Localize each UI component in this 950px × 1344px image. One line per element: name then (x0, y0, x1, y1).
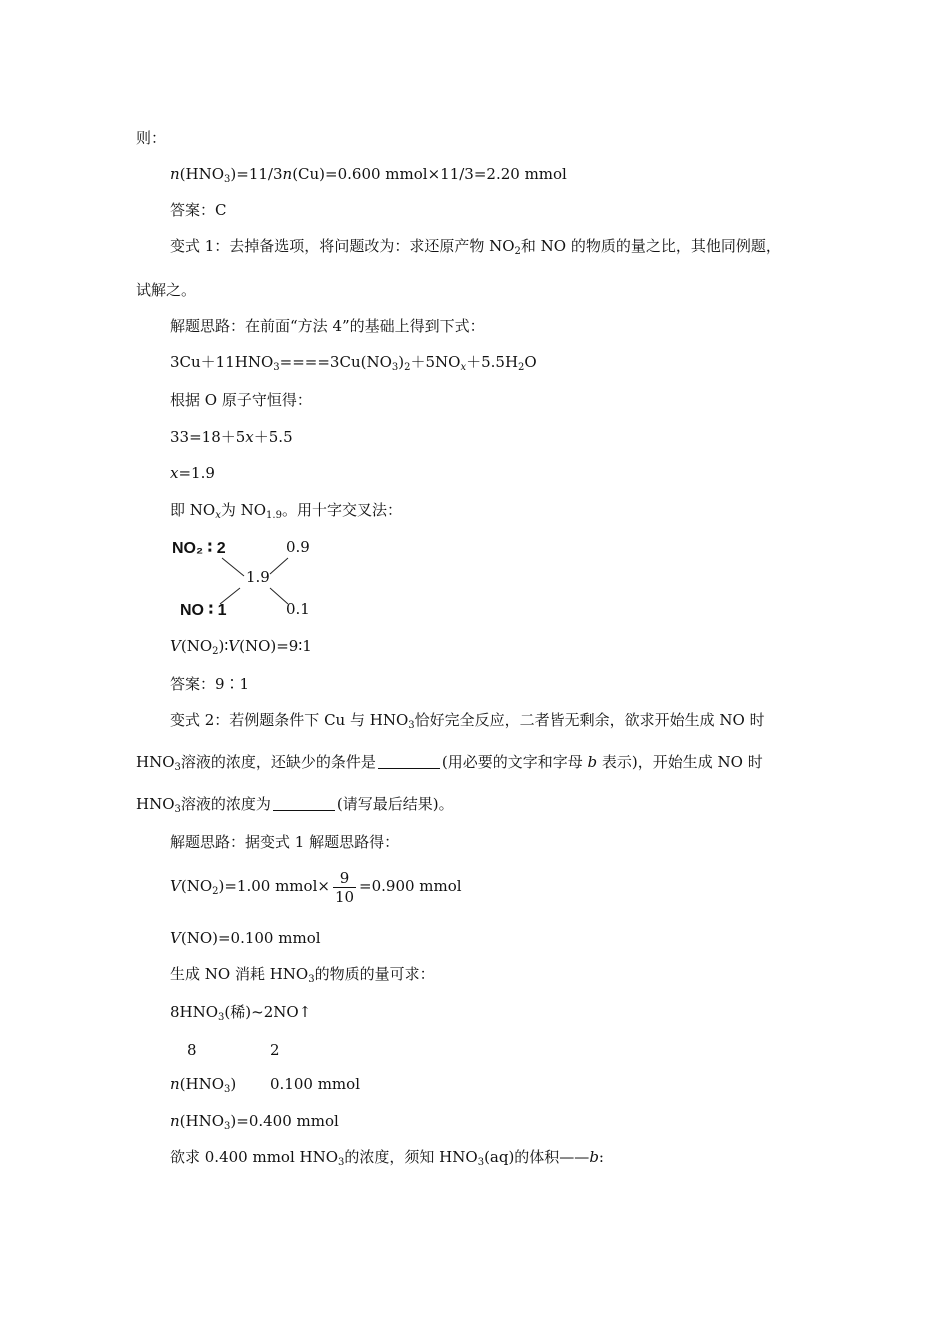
text-line: 试解之。 (136, 281, 197, 299)
fraction: $\frac{9}{10}$ (334, 868, 355, 906)
coefficient-8: 8 (187, 1041, 197, 1059)
equation-value: 0.100 mmol (270, 1075, 360, 1093)
text-line: 即 $NO_x$为 $NO_{1.9}$。用十字交叉法： (170, 501, 402, 521)
cross-method-diagram (168, 536, 348, 626)
equation-line: $V(NO_2)∶V(NO)=9∶1$ (170, 637, 312, 657)
diagram-cross-lines (168, 536, 348, 626)
equation-line: $8HNO_3$(稀)~2NO↑ (170, 1003, 312, 1023)
text-line: 生成 NO 消耗 $HNO_3$的物质的量可求： (170, 965, 435, 985)
text-line: $HNO_3$溶液的浓度为 (请写最后结果)。 (136, 795, 454, 815)
diagram-bottom-right-value: 0.1 (286, 600, 310, 618)
coefficient-2: 2 (270, 1041, 280, 1059)
text-line: 变式 2：若例题条件下 Cu 与 $HNO_3$恰好完全反应，二者皆无剩余，欲求开始生成 NO 时 (170, 711, 765, 731)
text-line: 则： (136, 129, 167, 147)
answer-line: 答案：C (170, 201, 227, 219)
equation-line: 33=18＋5x＋5.5 (170, 428, 293, 446)
text-line: 变式 1：去掉备选项，将问题改为：求还原产物 $NO_2$和 NO 的物质的量之比，其他同例题， (170, 237, 781, 257)
equation-line: V(NO)=0.100 mmol (170, 929, 321, 947)
equation-line: $n(HNO_3)=0.400$ mmol (170, 1112, 339, 1132)
diagram-no-label: NO ∶ 1 (180, 602, 227, 619)
text-line: 解题思路：据变式 1 解题思路得： (170, 833, 400, 851)
answer-blank[interactable] (273, 796, 335, 811)
answer-blank[interactable] (378, 754, 440, 769)
diagram-no2-label: NO₂ ∶ 2 (172, 540, 226, 557)
equation-line: $n(HNO_3)$ (170, 1075, 237, 1095)
equation-line: x=1.9 (170, 464, 215, 482)
text-line: 根据 O 原子守恒得： (170, 391, 312, 409)
equation-line: $3Cu+11HNO_3====3Cu(NO_3)_2+5NO_x+5.5H_2O$ (170, 353, 537, 373)
diagram-top-right-value: 0.9 (286, 538, 310, 556)
diagram-center-value: 1.9 (246, 568, 270, 586)
text-line: $HNO_3$溶液的浓度，还缺少的条件是 (用必要的文字和字母 b 表示)，开始生成 NO 时 (136, 753, 763, 773)
text-line: 解题思路：在前面“方法 4”的基础上得到下式： (170, 317, 485, 335)
text-line: $n(HNO_3)=11/3n(Cu)=0.600$ mmol×11/3=2.20 mmol (170, 165, 567, 185)
text-line: 欲求 0.400 mmol $HNO_3$的浓度，须知 $HNO_3(aq)$的体积——b: (170, 1148, 604, 1168)
answer-line: 答案：9∶1 (170, 675, 250, 693)
equation-line: $V(NO_2)=1.00$ mmol× $\frac{9}{10}$ =0.900 mmol (170, 868, 462, 906)
